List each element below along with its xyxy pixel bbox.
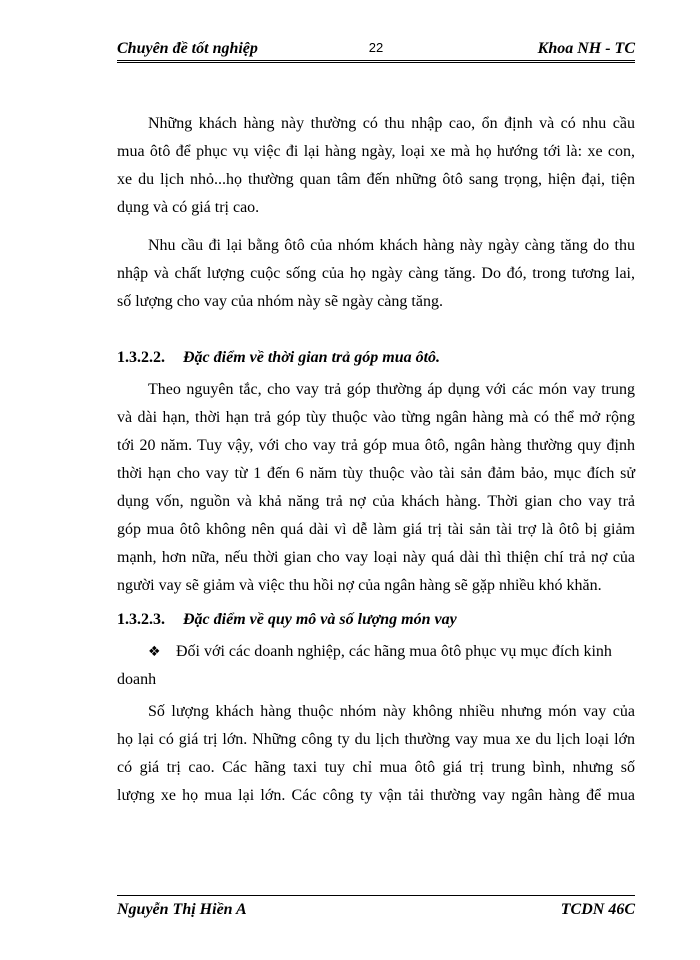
paragraph-3: [117, 376, 635, 600]
paragraph-line: có giá trị cao. Các hãng taxi tuy chỉ mua ôtô giá trị trung bình, nhưng số: [117, 759, 635, 776]
section-title: Đặc điểm về thời gian trả góp mua ôtô.: [183, 349, 441, 366]
header-department: Khoa NH - TC: [537, 40, 635, 57]
header-title: Chuyên đề tốt nghiệp: [117, 40, 258, 57]
paragraph-line: dụng và có giá trị cao.: [117, 199, 260, 216]
paragraph-line: nhập và chất lượng cuộc sống của họ ngày càng tăng. Do đó, trong tương lai,: [117, 265, 635, 282]
paragraph-2: [117, 232, 635, 316]
diamond-bullet-icon: ❖: [148, 644, 161, 660]
paragraph-1: [117, 110, 635, 222]
page-header: [117, 36, 635, 60]
paragraph-line: Những khách hàng này thường có thu nhập cao, ổn định và có nhu cầu: [148, 115, 635, 132]
footer-author: Nguyễn Thị Hiền A: [117, 901, 247, 918]
bullet-continuation: doanh: [117, 671, 157, 688]
paragraph-line: dụng vốn, nguồn và khả năng trả nợ của khách hàng. Thời gian cho vay trả: [117, 493, 635, 510]
document-body: [117, 110, 635, 810]
paragraph-line: Số lượng khách hàng thuộc nhóm này không nhiều nhưng món vay của: [148, 703, 635, 720]
paragraph-line: người vay sẽ giảm và việc thu hồi nợ của ngân hàng sẽ gặp nhiều khó khăn.: [117, 577, 602, 594]
bullet-line: [117, 638, 635, 666]
paragraph-line: họ lại có giá trị lớn. Những công ty du lịch thường vay mua xe du lịch loại lớn: [117, 731, 635, 748]
bullet-item: [117, 638, 635, 694]
paragraph-line: lượng xe họ mua lại lớn. Các công ty vận tải thường vay ngân hàng để mua: [117, 787, 635, 804]
footer-class: TCDN 46C: [560, 901, 635, 918]
section-number: 1.3.2.3.: [117, 611, 165, 628]
paragraph-line: thời hạn cho vay từ 1 đến 6 năm tùy thuộc vào tài sản đảm bảo, mục đích sử: [117, 465, 635, 482]
header-rule: [117, 60, 635, 63]
paragraph-4: [117, 698, 635, 810]
section-title: Đặc điểm về quy mô và số lượng món vay: [183, 611, 457, 628]
paragraph-line: và dài hạn, thời hạn trả góp tùy thuộc vào từng ngân hàng mà có thể mở rộng: [117, 409, 635, 426]
footer-rule: [117, 895, 635, 896]
paragraph-line: xe du lịch nhỏ...họ thường quan tâm đến những ôtô sang trọng, hiện đại, tiện: [117, 171, 635, 188]
paragraph-line: Theo nguyên tắc, cho vay trả góp thường áp dụng với các món vay trung: [148, 381, 635, 398]
section-heading-1-3-2-2: [117, 344, 635, 372]
paragraph-line: số lượng cho vay của nhóm này sẽ ngày càng tăng.: [117, 293, 443, 310]
paragraph-line: mạnh, hơn nữa, nếu thời gian cho vay loại này quá dài thì thiện chí trả nợ của: [117, 549, 635, 566]
paragraph-line: mua ôtô để phục vụ việc đi lại hàng ngày, loại xe mà họ hướng tới là: xe con,: [117, 143, 635, 160]
section-heading-1-3-2-3: [117, 606, 635, 634]
paragraph-line: Nhu cầu đi lại bằng ôtô của nhóm khách hàng này ngày càng tăng do thu: [148, 237, 635, 254]
paragraph-line: tới 20 năm. Tuy vậy, với cho vay trả góp mua ôtô, ngân hàng thường quy định: [117, 437, 635, 454]
paragraph-line: góp mua ôtô không nên quá dài vì dễ làm giá trị tài sản tài trợ là ôtô bị giảm: [117, 521, 635, 538]
bullet-text: Đối với các doanh nghiệp, các hãng mua ôtô phục vụ mục đích kinh: [176, 643, 612, 660]
page-number: 22: [368, 40, 384, 55]
section-number: 1.3.2.2.: [117, 349, 165, 366]
page-footer: [117, 901, 635, 923]
